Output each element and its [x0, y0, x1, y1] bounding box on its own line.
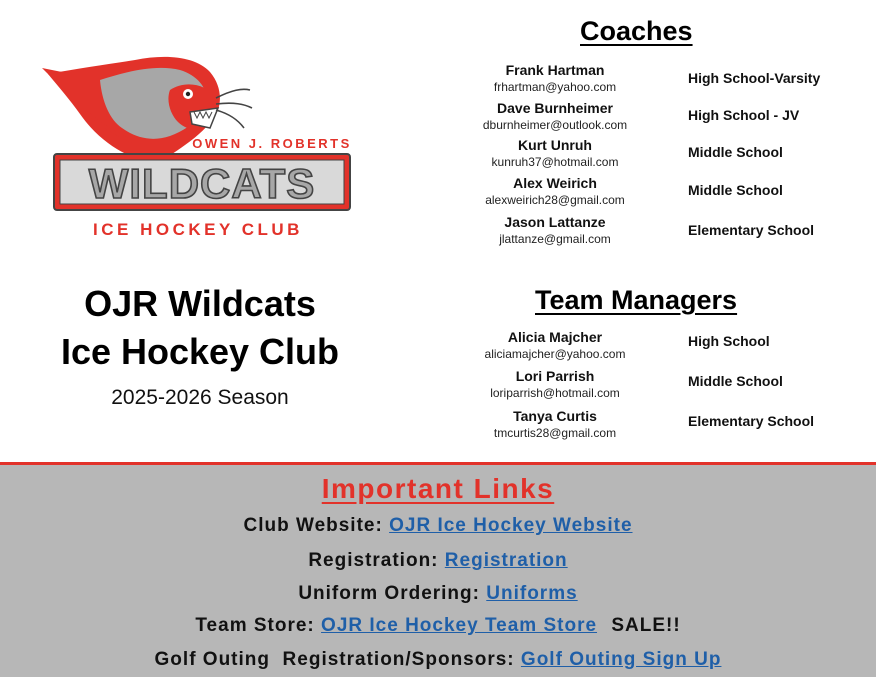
coach-email: alexweirich28@gmail.com	[485, 193, 625, 207]
link-row-registration	[0, 550, 876, 572]
coach-entry	[440, 213, 670, 247]
club-logo	[40, 50, 358, 245]
coach-entry	[440, 61, 670, 95]
coach-entry	[440, 136, 670, 170]
coach-entry	[440, 99, 670, 133]
manager-role: Middle School	[688, 373, 783, 389]
club-website-link[interactable]: OJR Ice Hockey Website	[389, 515, 633, 536]
coach-email: dburnheimer@outlook.com	[482, 118, 628, 132]
manager-entry	[440, 328, 670, 362]
manager-entry	[440, 407, 670, 441]
golf-outing-link[interactable]: Golf Outing Sign Up	[520, 649, 722, 670]
svg-text:OWEN J. ROBERTS: OWEN J. ROBERTS	[192, 136, 352, 151]
coach-name: Jason Lattanze	[504, 214, 606, 230]
coach-email: jlattanze@gmail.com	[499, 232, 611, 246]
manager-email: loriparrish@hotmail.com	[490, 386, 620, 400]
link-row-uniform	[0, 583, 876, 605]
manager-email: tmcurtis28@gmail.com	[493, 426, 617, 440]
link-label: Golf Outing Registration/Sponsors:	[154, 649, 515, 670]
link-row-club-website	[0, 515, 876, 537]
manager-role: High School	[688, 333, 770, 349]
coach-role: Middle School	[688, 182, 783, 198]
org-title-line-1: OJR Wildcats	[84, 283, 316, 324]
manager-name: Lori Parrish	[515, 368, 595, 384]
link-label: Team Store:	[195, 615, 315, 636]
svg-text:WILDCATS: WILDCATS	[88, 160, 316, 207]
important-links-heading: Important Links	[321, 473, 555, 504]
registration-link[interactable]: Registration	[444, 550, 568, 571]
coach-email: frhartman@yahoo.com	[493, 80, 617, 94]
coach-role: High School - JV	[688, 107, 800, 123]
coach-name: Alex Weirich	[513, 175, 597, 191]
coach-name: Dave Burnheimer	[497, 100, 613, 116]
manager-email: aliciamajcher@yahoo.com	[484, 347, 626, 361]
org-title-line-2: Ice Hockey Club	[60, 331, 340, 372]
important-links-panel	[0, 462, 876, 677]
coaches-heading: Coaches	[580, 16, 693, 46]
manager-name: Tanya Curtis	[513, 408, 597, 424]
coach-name: Kurt Unruh	[518, 137, 592, 153]
manager-name: Alicia Majcher	[507, 329, 603, 345]
manager-entry	[440, 367, 670, 401]
managers-heading: Team Managers	[535, 285, 738, 315]
team-store-link[interactable]: OJR Ice Hockey Team Store	[321, 615, 598, 636]
org-title-block	[30, 280, 370, 410]
link-row-team-store	[0, 615, 876, 637]
wildcat-logo-graphic	[40, 50, 358, 245]
link-row-golf-outing	[0, 649, 876, 671]
link-label: Uniform Ordering:	[298, 583, 480, 604]
coach-role: High School-Varsity	[688, 70, 821, 86]
link-label: Registration:	[308, 550, 439, 571]
link-label: Club Website:	[243, 515, 383, 536]
coach-email: kunruh37@hotmail.com	[491, 155, 619, 169]
uniforms-link[interactable]: Uniforms	[486, 583, 578, 604]
svg-text:ICE HOCKEY CLUB: ICE HOCKEY CLUB	[93, 220, 303, 239]
coach-entry	[440, 174, 670, 208]
season-label: 2025-2026 Season	[111, 386, 289, 409]
manager-role: Elementary School	[688, 413, 815, 429]
sale-tag: SALE!!	[611, 615, 681, 636]
coach-role: Elementary School	[688, 222, 815, 238]
coach-name: Frank Hartman	[505, 62, 605, 78]
coach-role: Middle School	[688, 144, 783, 160]
